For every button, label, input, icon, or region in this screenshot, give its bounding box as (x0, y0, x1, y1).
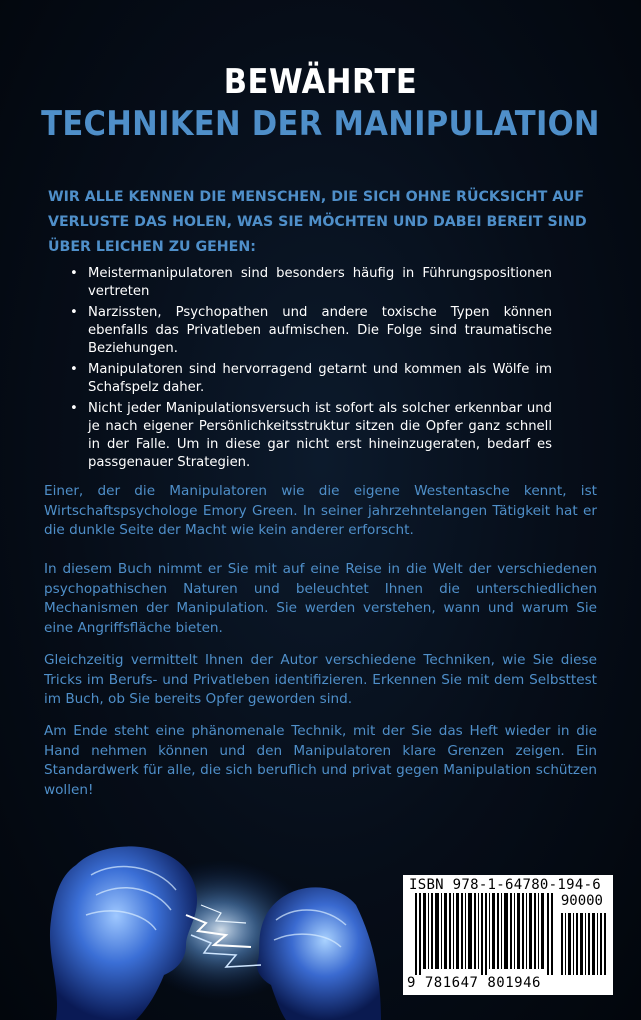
list-item (70, 304, 552, 358)
bullet-dot: • (70, 305, 78, 320)
barcode-bars (415, 893, 555, 975)
bullet-text: Narzissten, Psychopathen und andere toxische Typen können ebenfalls das Privatleben aufmischen. Die Folge sind traumatische Beziehungen. (88, 305, 552, 356)
addon-barcode-bars (561, 913, 607, 975)
list-item (70, 265, 552, 301)
bullet-dot: • (70, 362, 78, 377)
ean-digits: 9 781647 801946 (407, 975, 541, 991)
list-item (70, 400, 552, 472)
paragraph-journey: In diesem Buch nimmt er Sie mit auf eine Reise in die Welt der verschiedenen psychopathischen Naturen und beleuchtet Ihnen die unterschiedlichen Mechanismen der Manipulation. Sie werden verstehen, wann und warum Sie eine Angriffsfläche bieten. (44, 561, 597, 636)
title-line-1: BEWÄHRTE (223, 62, 418, 102)
addon-code: 90000 (560, 893, 603, 909)
bullet-list (70, 265, 552, 475)
paragraph-techniques: Gleichzeitig vermittelt Ihnen der Autor verschiedene Techniken, wie Sie diese Tricks im Berufs- und Privatleben identifizieren. Erkennen Sie mit dem Selbsttest im Buch, ob Sie bereits Opfer geworden sind. (44, 652, 597, 707)
paragraph-author: Einer, der die Manipulatoren wie die eigene Westentasche kennt, ist Wirtschaftspsychologe Emory Green. In seiner jahrzehntelangen Tätigkeit hat er die dunkle Seite der Macht wie kein anderer erforscht. (44, 483, 597, 538)
title-line-2: TECHNIKEN DER MANIPULATION (41, 104, 600, 144)
bullet-text: Nicht jeder Manipulationsversuch ist sofort als solcher erkennbar und je nach eigener Persönlichkeitsstruktur sitzen die Opfer ganz schnell in der Falle. Um in diese gar nicht erst hineinzugeraten, bedarf es passgenauer Strategien. (88, 401, 552, 470)
isbn-barcode (403, 875, 613, 995)
bullet-text: Meistermanipulatoren sind besonders häufig in Führungspositionen vertreten (88, 266, 552, 299)
paragraph-conclusion: Am Ende steht eine phänomenale Technik, mit der Sie das Heft wieder in die Hand nehmen können und den Manipulatoren klare Grenzen zeigen. Ein Standardwerk für alle, die sich beruflich und privat gegen Manipulation schützen wollen! (44, 723, 597, 798)
list-item (70, 361, 552, 397)
bullet-text: Manipulatoren sind hervorragend getarnt und kommen als Wölfe im Schafspelz daher. (88, 362, 552, 395)
bullet-dot: • (70, 266, 78, 281)
glowing-heads-illustration (36, 835, 391, 1020)
bullet-dot: • (70, 401, 78, 416)
intro-text: WIR ALLE KENNEN DIE MENSCHEN, DIE SICH OHNE RÜCKSICHT AUF VERLUSTE DAS HOLEN, WAS SIE MÖCHTEN UND DABEI BEREIT SIND ÜBER LEICHEN ZU GEHEN: (48, 189, 587, 255)
isbn-label: ISBN 978-1-64780-194-6 (409, 877, 602, 893)
